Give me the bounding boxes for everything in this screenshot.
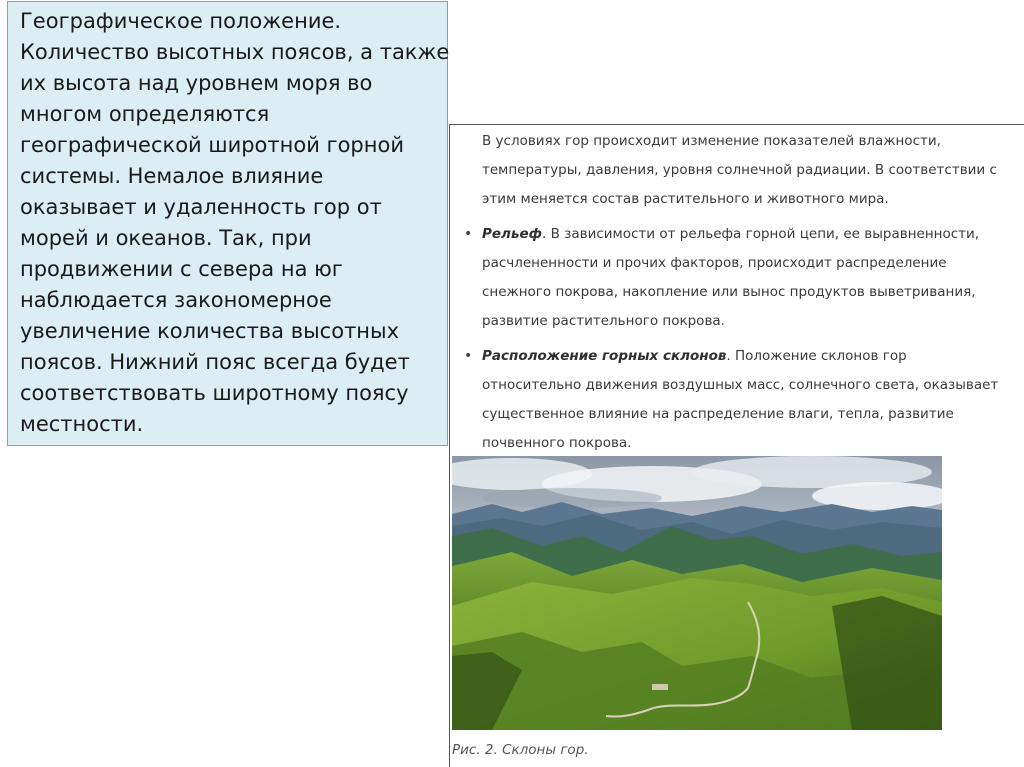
bullet-line: снежного покрова, накопление или вынос продуктов выветривания, — [482, 284, 976, 300]
bullet-first-line — [482, 220, 1022, 249]
relief-line-rest: . В зависимости от рельефа горной цепи, ее выравненности, — [542, 226, 980, 242]
bullet-line: расчлененности и прочих факторов, происходит распределение — [482, 255, 947, 271]
slopes-line-rest: . Положение склонов гор — [726, 348, 907, 364]
document-excerpt — [449, 124, 1024, 767]
bullet-line: почвенного покрова. — [482, 435, 632, 451]
callout-line: морей и океанов. Так, при — [20, 226, 312, 250]
callout-line: системы. Немалое влияние — [20, 164, 324, 188]
term-slopes: Расположение горных склонов — [482, 348, 727, 364]
callout-line: соответствовать широтному поясу — [20, 381, 409, 405]
callout-line: географической широтной горной — [20, 133, 404, 157]
callout-line: наблюдается закономерное — [20, 288, 332, 312]
callout-line: продвижении с севера на юг — [20, 257, 343, 281]
intro-line: В условиях гор происходит изменение показателей влажности, — [482, 133, 941, 149]
callout-line: Географическое положение. — [20, 9, 342, 33]
bullet-line: существенное влияние на распределение влаги, тепла, развитие — [482, 406, 954, 422]
callout-line: местности. — [20, 412, 144, 436]
intro-line: этим меняется состав растительного и животного мира. — [482, 191, 889, 207]
text-callout — [7, 1, 448, 446]
callout-line: поясов. Нижний пояс всегда будет — [20, 350, 410, 374]
mountain-slopes-photo — [452, 456, 942, 730]
callout-line: многом определяются — [20, 102, 270, 126]
callout-line: Количество высотных поясов, а также — [20, 40, 450, 64]
callout-line: их высота над уровнем моря во — [20, 71, 373, 95]
intro-line: температуры, давления, уровня солнечной радиации. В соответствии с — [482, 162, 997, 178]
bullet-slopes — [464, 342, 1022, 458]
term-relief: Рельеф — [482, 226, 543, 242]
bullet-first-line — [482, 342, 1022, 371]
callout-line: увеличение количества высотных — [20, 319, 400, 343]
bullet-dot: • — [464, 226, 473, 242]
bullet-relief — [464, 220, 1022, 336]
figure-caption: Рис. 2. Склоны гор. — [452, 742, 589, 758]
bullet-line: относительно движения воздушных масс, солнечного света, оказывает — [482, 377, 999, 393]
intro-paragraph — [482, 127, 1022, 214]
bullet-dot: • — [464, 348, 473, 364]
bullet-line: развитие растительного покрова. — [482, 313, 725, 329]
document-text — [464, 127, 1022, 458]
callout-line: оказывает и удаленность гор от — [20, 195, 382, 219]
